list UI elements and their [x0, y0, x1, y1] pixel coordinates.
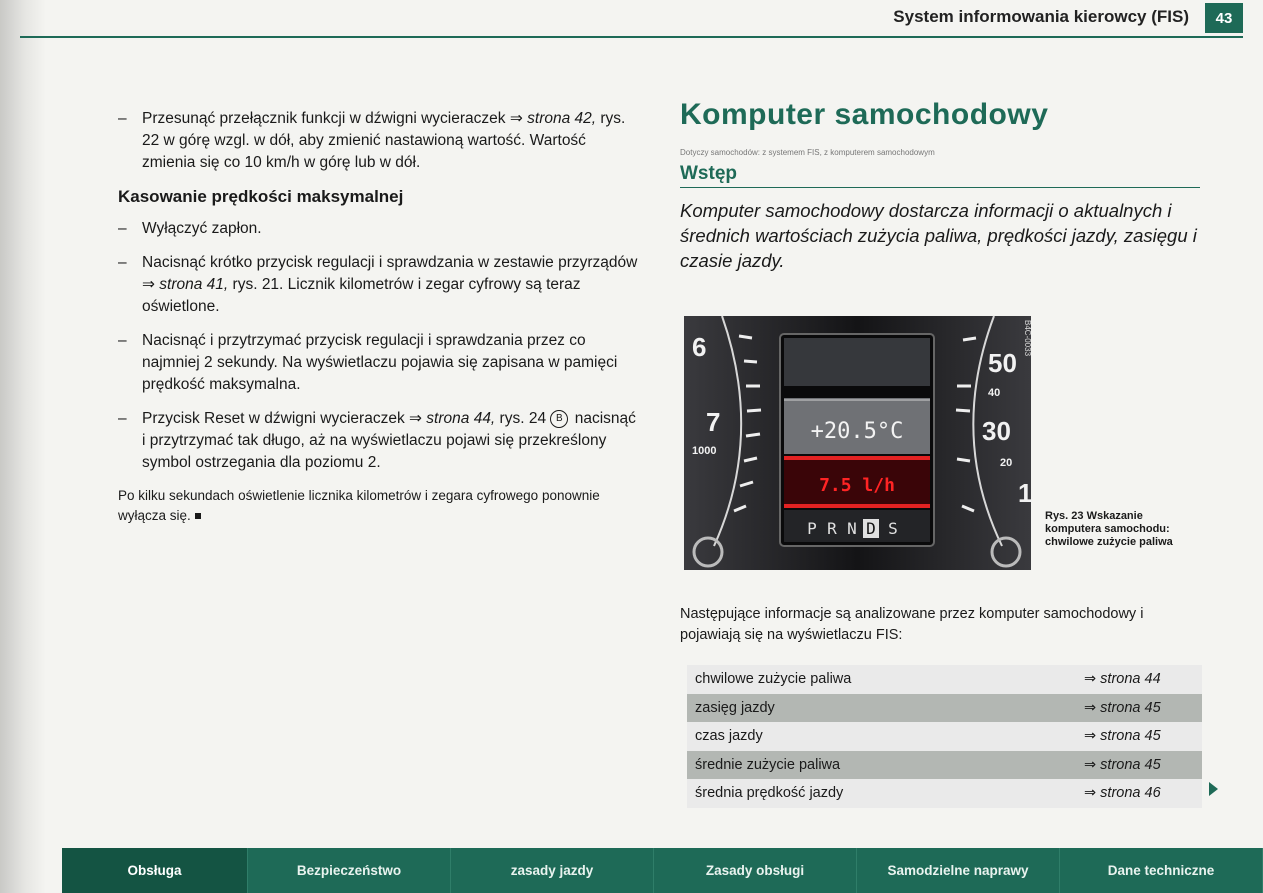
list-item: – Przycisk Reset w dźwigni wycieraczek ⇒ strona 44, rys. 24 B nacisnąć i przytrzymać tak długo, aż na wyświetlaczu pojawi się przekreślony symbol ostrzegania dla poziomu 2.: [118, 410, 636, 471]
tach-label: 6: [692, 332, 707, 362]
dashboard-figure: [684, 316, 1031, 570]
speed-label: 30: [982, 416, 1011, 446]
continue-arrow-icon: [1209, 782, 1218, 796]
table-row: średnie zużycie paliwa ⇒ strona 45: [687, 751, 1202, 780]
tab-dane-techniczne[interactable]: Dane techniczne: [1060, 848, 1263, 893]
list-item: – Nacisnąć i przytrzymać przycisk regulacji i sprawdzania przez co najmniej 2 sekundy. Na wyświetlaczu pojawia się zapisana w pamięci prędkość maksymalna.: [118, 332, 618, 393]
table-row: czas jazdy ⇒ strona 45: [687, 722, 1202, 751]
section-heading: Kasowanie prędkości maksymalnej: [118, 187, 404, 206]
chapter-title: Komputer samochodowy: [680, 98, 1049, 131]
page-reference-link[interactable]: ⇒ strona 45: [1084, 699, 1161, 716]
page-reference-link[interactable]: ⇒ strona 44: [1084, 671, 1161, 688]
speed-label: 20: [1000, 457, 1013, 469]
chapter-tab-bar: [62, 848, 1263, 893]
page-reference-link[interactable]: ⇒ strona 42,: [509, 110, 597, 127]
table-intro: Następujące informacje są analizowane przez komputer samochodowy i pojawiają się na wyświetlaczu FIS:: [680, 606, 1144, 643]
gear-indicator: N: [847, 519, 857, 538]
temperature-readout: +20.5°C: [810, 419, 904, 444]
intro-paragraph: Komputer samochodowy dostarcza informacji o aktualnych i średnich wartościach zużycia paliwa, prędkości jazdy, zasięgu i czasie jazdy.: [680, 200, 1197, 271]
gear-indicator: P: [807, 519, 817, 538]
header-rule: [20, 36, 1243, 38]
gear-indicator: R: [827, 519, 837, 538]
end-of-section-icon: [195, 513, 201, 519]
page-reference-link[interactable]: ⇒ strona 46: [1084, 785, 1161, 802]
figure-code: B4C-0033: [1023, 320, 1032, 357]
applicability-note: Dotyczy samochodów: z systemem FIS, z komputerem samochodowym: [680, 148, 935, 157]
gear-indicator: S: [888, 519, 898, 538]
figure-caption: Rys. 23 Wskazanie komputera samochodu: chwilowe zużycie paliwa: [1045, 510, 1173, 548]
page-header-title: System informowania kierowcy (FIS): [893, 7, 1189, 26]
left-column: [118, 108, 640, 526]
list-item: – Przesunąć przełącznik funkcji w dźwigni wycieraczek ⇒ strona 42, rys. 22 w górę wzgl. w dół, aby zmienić nastawioną wartość. Wartość zmienia się co 10 km/h w górę lub w dół.: [118, 110, 626, 171]
table-row: chwilowe zużycie paliwa ⇒ strona 44: [687, 665, 1202, 694]
tach-unit-label: 1000: [692, 445, 717, 457]
page-reference-link[interactable]: ⇒ strona 41,: [142, 276, 229, 293]
speed-label: 1: [1018, 478, 1033, 508]
tab-bezpieczenstwo[interactable]: Bezpieczeństwo: [248, 848, 451, 893]
tach-label: 7: [706, 407, 721, 437]
tab-samodzielne-naprawy[interactable]: Samodzielne naprawy: [857, 848, 1060, 893]
list-item: – Nacisnąć krótko przycisk regulacji i sprawdzania w zestawie przyrządów ⇒ strona 41, rys. 21. Licznik kilometrów i zegar cyfrowy są teraz oświetlone.: [118, 254, 638, 315]
page-reference-link[interactable]: ⇒ strona 45: [1084, 728, 1161, 745]
speed-label: 40: [988, 387, 1001, 399]
list-item: – Wyłączyć zapłon.: [118, 220, 262, 237]
speed-label: 50: [988, 348, 1017, 378]
right-column: [680, 98, 1205, 273]
table-row: średnia prędkość jazdy ⇒ strona 46: [687, 779, 1202, 808]
fuel-consumption-readout: 7.5 l/h: [819, 475, 895, 496]
page-reference-link[interactable]: ⇒ strona 44,: [409, 410, 496, 427]
page-number: 43: [1205, 3, 1243, 33]
reference-table: [687, 665, 1202, 808]
tab-zasady-obslugi[interactable]: Zasady obsługi: [654, 848, 857, 893]
gear-indicator-active: D: [866, 519, 876, 538]
footnote: Po kilku sekundach oświetlenie licznika kilometrów i zegara cyfrowego ponownie wyłącza się.: [118, 488, 600, 523]
tab-zasady-jazdy[interactable]: zasady jazdy: [451, 848, 654, 893]
page-reference-link[interactable]: ⇒ strona 45: [1084, 756, 1161, 773]
page-gutter: [0, 0, 46, 893]
section-title: Wstęp: [680, 163, 1200, 188]
tab-obsluga[interactable]: Obsługa: [62, 848, 248, 893]
instrument-cluster-graphic: [684, 316, 1031, 570]
table-row: zasięg jazdy ⇒ strona 45: [687, 694, 1202, 723]
b-symbol-icon: B: [550, 410, 568, 428]
